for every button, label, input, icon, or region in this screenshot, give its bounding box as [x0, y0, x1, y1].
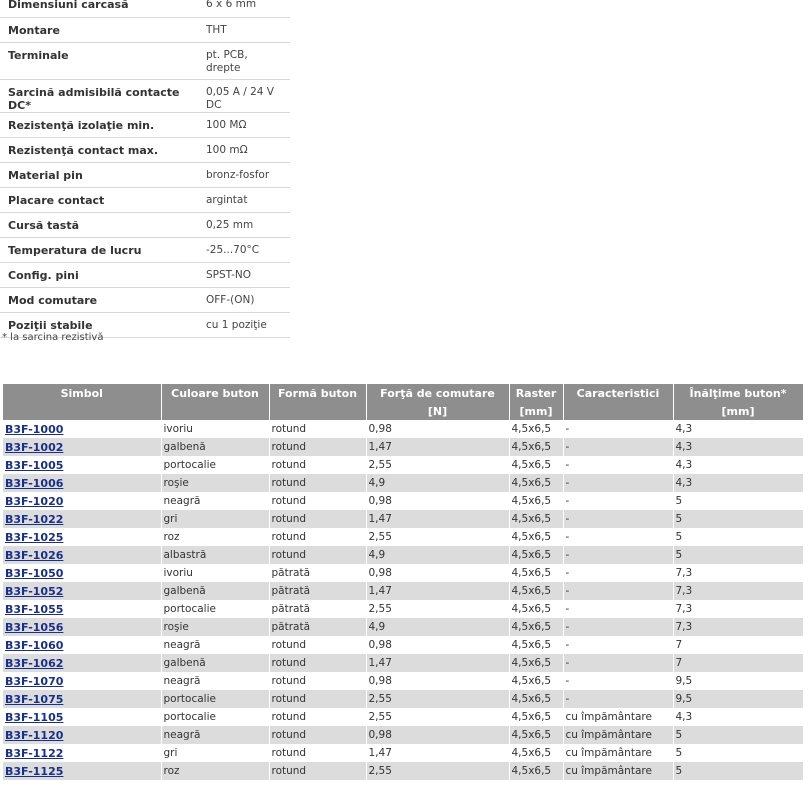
spec-row [0, 42, 290, 79]
symbol-cell [3, 492, 161, 510]
table-cell: 5 [673, 726, 803, 744]
table-row [3, 708, 803, 726]
table-row [3, 690, 803, 708]
table-cell: 0,98 [366, 726, 509, 744]
table-cell: 4,9 [366, 474, 509, 492]
symbol-cell [3, 438, 161, 456]
symbol-cell [3, 474, 161, 492]
spec-value: 100 mΩ [198, 137, 290, 162]
table-cell: portocalie [161, 690, 269, 708]
table-row [3, 582, 803, 600]
product-link[interactable]: B3F-1120 [5, 728, 64, 742]
table-cell: rotund [269, 510, 366, 528]
table-cell: roz [161, 762, 269, 780]
symbol-cell [3, 672, 161, 690]
table-cell: 5 [673, 744, 803, 762]
table-cell: neagră [161, 672, 269, 690]
table-cell: portocalie [161, 708, 269, 726]
spec-label: Cursă tastă [0, 212, 198, 237]
symbol-cell [3, 564, 161, 582]
product-link[interactable]: B3F-1025 [5, 530, 64, 544]
table-cell: 9,5 [673, 672, 803, 690]
table-cell: galbenă [161, 582, 269, 600]
table-row [3, 456, 803, 474]
table-row [3, 672, 803, 690]
table-cell: 7,3 [673, 564, 803, 582]
spec-row [0, 79, 290, 112]
symbol-cell [3, 600, 161, 618]
table-cell: 4,5x6,5 [509, 762, 563, 780]
table-cell: 4,5x6,5 [509, 438, 563, 456]
table-cell: 2,55 [366, 708, 509, 726]
table-cell: rotund [269, 744, 366, 762]
table-cell: 1,47 [366, 744, 509, 762]
table-row [3, 438, 803, 456]
spec-label: Mod comutare [0, 287, 198, 312]
table-cell: 4,5x6,5 [509, 600, 563, 618]
table-cell: - [563, 456, 673, 474]
table-cell: rotund [269, 708, 366, 726]
table-cell: rotund [269, 420, 366, 438]
spec-label: Placare contact [0, 187, 198, 212]
table-cell: - [563, 582, 673, 600]
table-cell: ivoriu [161, 420, 269, 438]
symbol-cell [3, 510, 161, 528]
table-cell: galbenă [161, 654, 269, 672]
table-cell: pătrată [269, 582, 366, 600]
symbol-cell [3, 744, 161, 762]
table-cell: 4,5x6,5 [509, 564, 563, 582]
symbol-cell [3, 708, 161, 726]
table-cell: 4,5x6,5 [509, 636, 563, 654]
table-cell: - [563, 474, 673, 492]
spec-value: bronz-fosfor [198, 162, 290, 187]
table-row [3, 600, 803, 618]
column-unit: [N] [366, 402, 509, 420]
table-cell: 1,47 [366, 510, 509, 528]
spec-row [0, 187, 290, 212]
table-row [3, 492, 803, 510]
column-unit [269, 402, 366, 420]
table-cell: 4,5x6,5 [509, 474, 563, 492]
table-cell: 4,5x6,5 [509, 690, 563, 708]
table-cell: 4,9 [366, 618, 509, 636]
table-cell: cu împământare [563, 762, 673, 780]
table-cell: 1,47 [366, 438, 509, 456]
table-cell: cu împământare [563, 744, 673, 762]
table-cell: - [563, 618, 673, 636]
table-row [3, 510, 803, 528]
table-row [3, 744, 803, 762]
product-link[interactable]: B3F-1020 [5, 494, 64, 508]
symbol-cell [3, 762, 161, 780]
table-cell: 4,5x6,5 [509, 510, 563, 528]
table-cell: 4,5x6,5 [509, 420, 563, 438]
product-link[interactable]: B3F-1055 [5, 602, 64, 616]
table-row [3, 636, 803, 654]
table-cell: 4,3 [673, 420, 803, 438]
spec-label: Montare [0, 17, 198, 42]
table-cell: - [563, 492, 673, 510]
column-header: Raster [509, 384, 563, 402]
spec-row [0, 237, 290, 262]
product-link[interactable]: B3F-1122 [5, 746, 64, 760]
symbol-cell [3, 690, 161, 708]
table-cell: rotund [269, 546, 366, 564]
table-cell: roz [161, 528, 269, 546]
product-link[interactable]: B3F-1022 [5, 512, 64, 526]
table-cell: 2,55 [366, 762, 509, 780]
table-units-row [3, 402, 803, 420]
column-unit [3, 402, 161, 420]
table-cell: 1,47 [366, 582, 509, 600]
spec-row [0, 17, 290, 42]
spec-row [0, 0, 290, 17]
table-cell: galbenă [161, 438, 269, 456]
table-cell: 7,3 [673, 600, 803, 618]
table-cell: rotund [269, 528, 366, 546]
table-cell: 4,5x6,5 [509, 492, 563, 510]
table-cell: 0,98 [366, 636, 509, 654]
product-link[interactable]: B3F-1125 [5, 764, 64, 778]
symbol-cell [3, 618, 161, 636]
table-cell: 9,5 [673, 690, 803, 708]
symbol-cell [3, 726, 161, 744]
table-cell: 4,5x6,5 [509, 456, 563, 474]
spec-row [0, 262, 290, 287]
spec-label: Config. pini [0, 262, 198, 287]
table-cell: pătrată [269, 618, 366, 636]
table-row [3, 618, 803, 636]
table-cell: 0,98 [366, 672, 509, 690]
spec-value: 0,05 A / 24 V DC [198, 79, 290, 112]
table-cell: - [563, 600, 673, 618]
product-link[interactable]: B3F-1075 [5, 692, 64, 706]
product-link[interactable]: B3F-1026 [5, 548, 64, 562]
table-cell: 5 [673, 492, 803, 510]
table-cell: - [563, 438, 673, 456]
spec-value: pt. PCB, drepte [198, 42, 290, 79]
table-cell: - [563, 420, 673, 438]
column-unit [563, 402, 673, 420]
table-cell: rotund [269, 636, 366, 654]
table-cell: rotund [269, 762, 366, 780]
spec-value: argintat [198, 187, 290, 212]
column-header: Forţă de comutare [366, 384, 509, 402]
column-unit: [mm] [673, 402, 803, 420]
table-cell: rotund [269, 672, 366, 690]
table-cell: gri [161, 744, 269, 762]
table-cell: - [563, 690, 673, 708]
product-link[interactable]: B3F-1070 [5, 674, 64, 688]
table-cell: cu împământare [563, 708, 673, 726]
table-cell: rotund [269, 474, 366, 492]
spec-row [0, 137, 290, 162]
product-link[interactable]: B3F-1050 [5, 566, 64, 580]
table-cell: 7,3 [673, 618, 803, 636]
table-row [3, 528, 803, 546]
table-cell: 4,5x6,5 [509, 672, 563, 690]
table-cell: - [563, 654, 673, 672]
table-cell: 4,5x6,5 [509, 528, 563, 546]
column-header: Culoare buton [161, 384, 269, 402]
spec-value: 100 MΩ [198, 112, 290, 137]
table-row [3, 420, 803, 438]
column-header: Caracteristici [563, 384, 673, 402]
table-cell: - [563, 672, 673, 690]
spec-value: THT [198, 17, 290, 42]
spec-value: 0,25 mm [198, 212, 290, 237]
symbol-cell [3, 582, 161, 600]
symbol-cell [3, 654, 161, 672]
symbol-cell [3, 528, 161, 546]
spec-label: Sarcină admisibilă contacte DC* [0, 79, 198, 112]
table-row [3, 564, 803, 582]
table-cell: albastră [161, 546, 269, 564]
table-cell: portocalie [161, 456, 269, 474]
spec-value: SPST-NO [198, 262, 290, 287]
table-cell: 4,5x6,5 [509, 546, 563, 564]
product-link[interactable]: B3F-1060 [5, 638, 64, 652]
table-cell: 4,5x6,5 [509, 654, 563, 672]
table-header-row [3, 384, 803, 402]
spec-row [0, 287, 290, 312]
table-cell: 2,55 [366, 600, 509, 618]
spec-row [0, 212, 290, 237]
product-link[interactable]: B3F-1000 [5, 422, 64, 436]
table-cell: 2,55 [366, 456, 509, 474]
spec-label: Terminale [0, 42, 198, 79]
column-unit: [mm] [509, 402, 563, 420]
table-cell: - [563, 510, 673, 528]
table-cell: roşie [161, 474, 269, 492]
spec-label: Rezistenţă izolaţie min. [0, 112, 198, 137]
spec-value: -25...70°C [198, 237, 290, 262]
spec-value: OFF-(ON) [198, 287, 290, 312]
table-cell: 4,9 [366, 546, 509, 564]
table-cell: 7,3 [673, 582, 803, 600]
table-cell: 5 [673, 546, 803, 564]
table-cell: rotund [269, 726, 366, 744]
table-cell: - [563, 528, 673, 546]
products-table [3, 384, 804, 780]
symbol-cell [3, 546, 161, 564]
table-cell: rotund [269, 492, 366, 510]
spec-value: cu 1 poziţie [198, 312, 290, 337]
product-link[interactable]: B3F-1002 [5, 440, 64, 454]
table-cell: 0,98 [366, 564, 509, 582]
product-link[interactable]: B3F-1056 [5, 620, 64, 634]
table-cell: 5 [673, 528, 803, 546]
symbol-cell [3, 636, 161, 654]
table-cell: pătrată [269, 564, 366, 582]
spec-row [0, 112, 290, 137]
table-cell: 4,3 [673, 456, 803, 474]
product-link[interactable]: B3F-1005 [5, 458, 64, 472]
footnote: * la sarcina rezistivă [2, 332, 104, 343]
table-cell: 4,5x6,5 [509, 618, 563, 636]
column-header: Formă buton [269, 384, 366, 402]
product-link[interactable]: B3F-1062 [5, 656, 64, 670]
spec-label: Temperatura de lucru [0, 237, 198, 262]
table-cell: 2,55 [366, 528, 509, 546]
table-cell: 5 [673, 762, 803, 780]
spec-value: 6 x 6 mm [198, 0, 290, 17]
table-cell: 7 [673, 654, 803, 672]
table-cell: neagră [161, 726, 269, 744]
spec-label: Dimensiuni carcasă [0, 0, 198, 17]
table-cell: 4,3 [673, 438, 803, 456]
specifications-table [0, 0, 290, 338]
spec-label: Material pin [0, 162, 198, 187]
table-cell: rotund [269, 690, 366, 708]
product-link[interactable]: B3F-1006 [5, 476, 64, 490]
table-cell: - [563, 546, 673, 564]
symbol-cell [3, 456, 161, 474]
product-link[interactable]: B3F-1105 [5, 710, 64, 724]
spec-label: Rezistenţă contact max. [0, 137, 198, 162]
table-cell: gri [161, 510, 269, 528]
column-header: Simbol [3, 384, 161, 402]
table-cell: 0,98 [366, 492, 509, 510]
table-cell: rotund [269, 438, 366, 456]
spec-row [0, 162, 290, 187]
symbol-cell [3, 420, 161, 438]
table-cell: rotund [269, 456, 366, 474]
table-cell: 1,47 [366, 654, 509, 672]
table-cell: 4,5x6,5 [509, 744, 563, 762]
table-cell: 4,5x6,5 [509, 726, 563, 744]
column-unit [161, 402, 269, 420]
table-cell: neagră [161, 636, 269, 654]
table-row [3, 546, 803, 564]
table-row [3, 762, 803, 780]
table-cell: pătrată [269, 600, 366, 618]
table-cell: rotund [269, 654, 366, 672]
table-row [3, 726, 803, 744]
table-cell: 4,3 [673, 474, 803, 492]
table-row [3, 654, 803, 672]
table-cell: neagră [161, 492, 269, 510]
table-cell: 2,55 [366, 690, 509, 708]
table-cell: 7 [673, 636, 803, 654]
column-header: Înălţime buton* [673, 384, 803, 402]
table-cell: 4,5x6,5 [509, 708, 563, 726]
spec-label: Poziţii stabile [0, 312, 198, 337]
table-cell: 0,98 [366, 420, 509, 438]
table-cell: ivoriu [161, 564, 269, 582]
table-cell: - [563, 564, 673, 582]
table-cell: 5 [673, 510, 803, 528]
table-cell: portocalie [161, 600, 269, 618]
table-cell: 4,5x6,5 [509, 582, 563, 600]
table-cell: cu împământare [563, 726, 673, 744]
table-cell: - [563, 636, 673, 654]
product-link[interactable]: B3F-1052 [5, 584, 64, 598]
table-cell: 4,3 [673, 708, 803, 726]
table-cell: roşie [161, 618, 269, 636]
table-row [3, 474, 803, 492]
